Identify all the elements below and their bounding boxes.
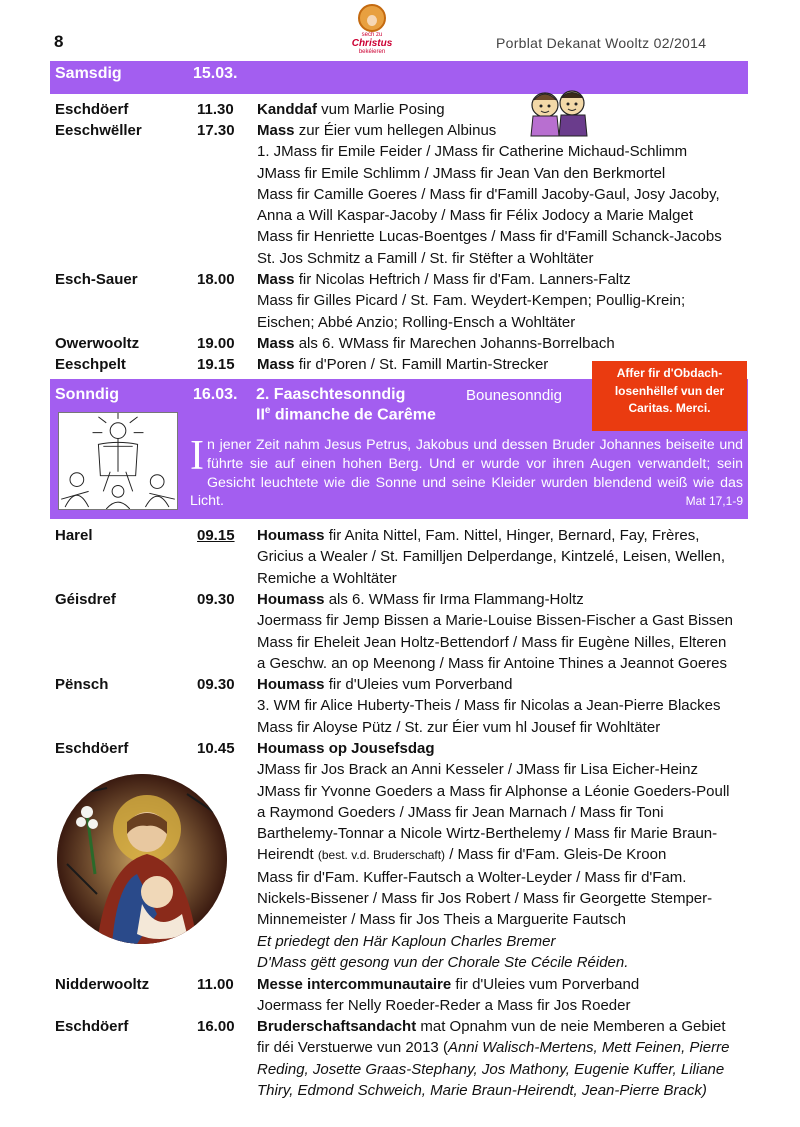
entry-place: Pënsch <box>55 676 109 693</box>
entry-line: Nickels-Bissener / Mass fir Jos Robert / Mass fir Georgette Stemper- <box>257 890 713 908</box>
parish-logo <box>340 4 404 64</box>
subtitle-text: dimanche de Carême <box>270 406 436 424</box>
transfiguration-illustration <box>58 412 178 510</box>
entry-time: 09.30 <box>197 591 235 608</box>
page-number: 8 <box>54 32 64 51</box>
entry-text: als 6. WMass fir Irma Flammang-Holtz <box>324 591 584 608</box>
sunday-extra: Bounesonndig <box>466 387 562 404</box>
entry-time: 19.00 <box>197 335 235 352</box>
entry-text: fir Nicolas Heftrich / Mass fir d'Fam. Lanners-Faltz <box>294 271 631 288</box>
entry-line: Mass fir Eheleit Jean Holtz-Bettendorf / Mass fir Eugène Nilles, Elteren <box>257 633 727 651</box>
entry-place: Eschdöerf <box>55 740 129 757</box>
entry-line: Minnemeister / Mass fir Jos Theis a Marguerite Fautsch <box>257 911 627 929</box>
saturday-day: Samsdig <box>55 65 122 82</box>
sunday-day: Sonndig <box>55 386 119 403</box>
entry-time: 09.30 <box>197 676 235 693</box>
entry-line: Joermass fer Nelly Roeder-Reder a Mass fir Jos Roeder <box>257 997 631 1015</box>
notice-line: Caritas. Merci. <box>628 401 711 415</box>
entry-line: Heirendt <box>257 846 318 864</box>
entry-time: 17.30 <box>197 122 235 139</box>
entry-text: vum Marlie Posing <box>317 101 445 118</box>
gospel-text <box>190 433 743 511</box>
entry-line: Et priedegt den Här Kaploun Charles Bremer <box>257 932 556 950</box>
christ-face-icon <box>358 4 386 32</box>
entry-line: Mass fir Henriette Lucas-Boentges / Mass fir d'Famill Schanck-Jacobs <box>257 228 722 246</box>
entry-time: 11.00 <box>197 976 234 993</box>
entry-line: JMass fir Yvonne Goeders a Mass fir Alphonse a Léonie Goeders-Poull <box>257 782 730 800</box>
entry-line: Gricius a Wealer / St. Familljen Delperdange, Kintzelé, Leisen, Wellen, <box>257 548 725 566</box>
entry-place: Eschdöerf <box>55 101 129 118</box>
entry-place: Esch-Sauer <box>55 271 138 288</box>
entry-place: Nidderwooltz <box>55 976 150 993</box>
entry-line: Joermass fir Jemp Bissen a Marie-Louise Bissen-Fischer a Gast Bissen <box>257 612 734 630</box>
entry-text: fir Anita Nittel, Fam. Nittel, Hinger, Bernard, Fay, Frères, <box>324 527 700 544</box>
logo-text-1: sech zu <box>361 32 383 38</box>
entry-place: Eeschwëller <box>55 122 142 139</box>
entry-type: Mass <box>257 271 295 288</box>
entry-line: fir déi Verstuerwe vun 2013 ( <box>257 1039 448 1057</box>
saturday-header <box>50 61 748 94</box>
notice-line: losenhëllef vun der <box>614 383 725 398</box>
entry-text: als 6. WMass fir Marechen Johanns-Borrelbach <box>294 335 615 352</box>
saturday-date: 15.03. <box>193 65 238 82</box>
entry-text: fir d'Uleies vum Porverband <box>324 676 513 693</box>
logo-text-3: bekéieren <box>358 49 386 55</box>
entry-text: fir d'Uleies vum Porverband <box>451 976 640 993</box>
saint-joseph-image <box>57 774 227 944</box>
entry-line: Eischen; Abbé Anzio; Rolling-Ensch a Wohltäter <box>257 313 576 331</box>
entry-text: fir d'Poren / St. Famill Martin-Strecker <box>294 356 549 373</box>
entry-line: a Geschw. an op Meenong / Mass fir Antoine Thines a Jeannot Goeres <box>257 654 728 672</box>
entry-line: a Raymond Goeders / JMass fir Jean Marnach / Mass fir Toni <box>257 803 664 821</box>
entry-names: Anni Walisch-Mertens, Mett Feinen, Pierre <box>447 1039 730 1057</box>
entry-time: 10.45 <box>197 740 235 757</box>
subtitle-sup: e <box>264 405 271 416</box>
entry-type: Houmass op Jousefsdag <box>257 740 435 757</box>
entry-line: St. Jos Schmitz a Famill / St. fir Stëfter a Wohltäter <box>257 249 594 267</box>
sunday-date: 16.03. <box>193 386 238 403</box>
entry-line: Barthelemy-Tonnar a Nicole Wirtz-Berthelemy / Mass fir Marie Braun- <box>257 825 718 843</box>
entry-line: Mass fir d'Fam. Kuffer-Fautsch a Wolter-Leyder / Mass fir d'Fam. <box>257 868 687 886</box>
entry-time: 18.00 <box>197 271 235 288</box>
entry-text: mat Opnahm vun de neie Memberen a Gebiet <box>416 1018 726 1035</box>
entry-type: Houmass <box>257 527 325 544</box>
entry-line: Mass fir Aloyse Pütz / St. zur Éier vum hl Jousef fir Wohltäter <box>257 718 661 736</box>
gospel-body: n jener Zeit nahm Jesus Petrus, Jakobus und dessen Bruder Johannes beiseite und führte sie auf einen hohen Berg. Und er wurde vor ihren Augen verwandelt; sein Gesicht leuchtete wie die Sonne und seine Kleider wurden blendend weiß wie das Licht. <box>190 437 743 510</box>
logo-text-2: Christus <box>351 38 393 49</box>
entry-type: Mass <box>257 356 295 373</box>
entry-time: 19.15 <box>197 356 235 373</box>
notice-line: Affer fir d'Obdach- <box>616 366 723 380</box>
entry-line: Anna a Will Kaspar-Jacoby / Mass fir Félix Jodocy a Marie Malget <box>257 207 693 225</box>
entry-names: Reding, Josette Graas-Stephany, Jos Mathony, Eugenie Kuffer, Liliane <box>257 1060 725 1078</box>
entry-line: JMass fir Emile Schlimm / JMass fir Jean Van den Berkmortel <box>257 164 666 182</box>
sunday-subtitle <box>256 405 436 424</box>
entry-place: Eeschpelt <box>55 356 126 373</box>
publication-title: Porblat Dekanat Wooltz 02/2014 <box>496 35 707 51</box>
entry-type: Houmass <box>257 591 325 608</box>
entry-time: 09.15 <box>197 527 235 544</box>
entry-type: Bruderschaftsandacht <box>257 1018 417 1035</box>
sunday-title: 2. Faaschtesonndig <box>256 386 406 403</box>
entry-type: Houmass <box>257 676 325 693</box>
entry-place: Eschdöerf <box>55 1018 129 1035</box>
entry-line: JMass fir Jos Brack an Anni Kesseler / JMass fir Lisa Eicher-Heinz <box>257 761 698 779</box>
drop-cap: I <box>190 433 204 479</box>
entry-place: Harel <box>55 527 93 544</box>
entry-line: Remiche a Wohltäter <box>257 569 397 587</box>
entry-place: Owerwooltz <box>55 335 140 352</box>
entry-text: zur Éier vum hellegen Albinus <box>294 122 497 139</box>
subtitle-numeral: II <box>256 406 265 424</box>
entry-line: Mass fir Gilles Picard / St. Fam. Weydert-Kempen; Poullig-Krein; <box>257 292 686 310</box>
entry-note: (best. v.d. Bruderschaft) <box>317 848 446 863</box>
entry-line: / Mass fir d'Fam. Gleis-De Kroon <box>445 846 667 864</box>
entry-line: D'Mass gëtt gesong vun der Chorale Ste Cécile Réiden. <box>257 953 629 971</box>
entry-type: Mass <box>257 335 295 352</box>
entry-type: Kanddaf <box>257 101 317 118</box>
entry-type: Mass <box>257 122 295 139</box>
entry-line: 3. WM fir Alice Huberty-Theis / Mass fir Nicolas a Jean-Pierre Blackes <box>257 697 721 715</box>
entry-names: Thiry, Edmond Schweich, Marie Braun-Heirendt, Jean-Pierre Brack) <box>257 1081 707 1099</box>
entry-time: 16.00 <box>197 1018 235 1035</box>
gospel-reference: Mat 17,1-9 <box>685 494 743 509</box>
caritas-notice <box>592 361 747 431</box>
entry-line: 1. JMass fir Emile Feider / JMass fir Catherine Michaud-Schlimm <box>257 143 688 161</box>
entry-time: 11.30 <box>197 101 234 118</box>
entry-place: Géisdref <box>55 591 116 608</box>
entry-type: Messe intercommunautaire <box>257 976 452 993</box>
entry-line: Mass fir Camille Goeres / Mass fir d'Famill Jacoby-Gaul, Josy Jacoby, <box>257 185 720 203</box>
